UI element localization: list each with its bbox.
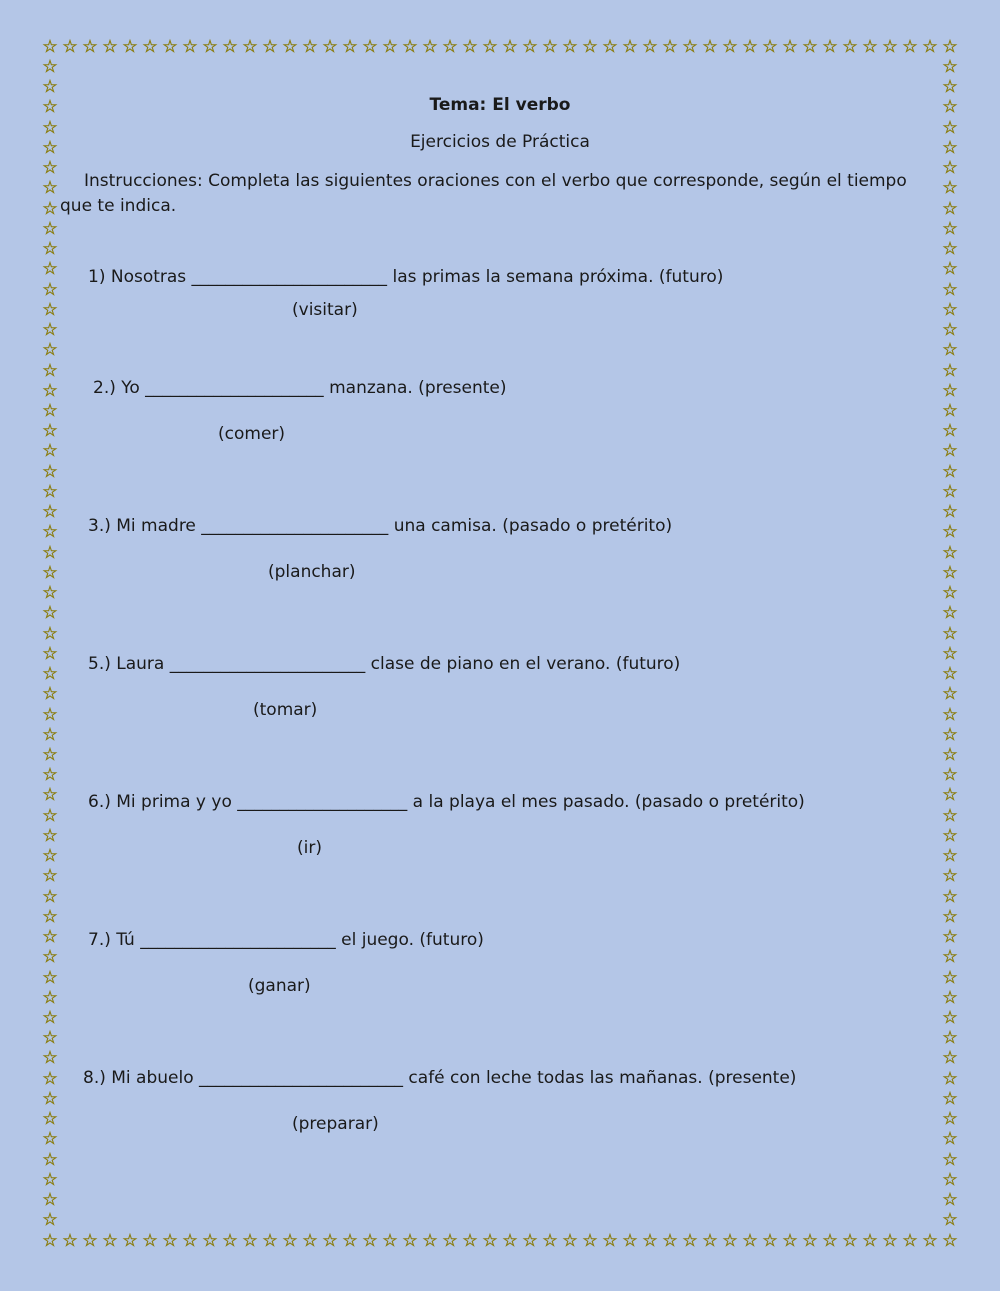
star-icon: ☆ bbox=[622, 37, 638, 57]
star-icon: ☆ bbox=[42, 906, 58, 927]
star-icon: ☆ bbox=[42, 340, 58, 361]
star-icon: ☆ bbox=[942, 137, 958, 158]
star-icon: ☆ bbox=[822, 1231, 838, 1251]
star-icon: ☆ bbox=[242, 37, 258, 57]
star-icon: ☆ bbox=[622, 1231, 638, 1251]
star-icon: ☆ bbox=[382, 37, 398, 57]
star-icon: ☆ bbox=[422, 37, 438, 57]
star-icon: ☆ bbox=[822, 37, 838, 57]
star-icon: ☆ bbox=[42, 1231, 58, 1251]
star-icon: ☆ bbox=[102, 37, 118, 57]
star-icon: ☆ bbox=[42, 947, 58, 968]
star-icon: ☆ bbox=[782, 1231, 798, 1251]
star-icon: ☆ bbox=[42, 299, 58, 320]
star-icon: ☆ bbox=[942, 562, 958, 583]
exercise-1-hint: (visitar) bbox=[292, 300, 358, 320]
star-icon: ☆ bbox=[942, 77, 958, 98]
star-icon: ☆ bbox=[42, 987, 58, 1008]
star-icon: ☆ bbox=[122, 37, 138, 57]
page-subtitle: Ejercicios de Práctica bbox=[410, 132, 590, 152]
star-icon: ☆ bbox=[462, 1231, 478, 1251]
star-icon: ☆ bbox=[62, 1231, 78, 1251]
star-icon: ☆ bbox=[942, 340, 958, 361]
star-icon: ☆ bbox=[942, 866, 958, 887]
star-icon: ☆ bbox=[722, 1231, 738, 1251]
star-icon: ☆ bbox=[402, 1231, 418, 1251]
exercise-3-hint: (planchar) bbox=[268, 562, 356, 582]
star-icon: ☆ bbox=[942, 886, 958, 907]
star-icon: ☆ bbox=[162, 1231, 178, 1251]
star-icon: ☆ bbox=[222, 1231, 238, 1251]
star-icon: ☆ bbox=[722, 37, 738, 57]
star-icon: ☆ bbox=[42, 97, 58, 118]
star-icon: ☆ bbox=[482, 37, 498, 57]
star-icon: ☆ bbox=[402, 37, 418, 57]
star-icon: ☆ bbox=[862, 37, 878, 57]
star-icon: ☆ bbox=[942, 927, 958, 948]
star-icon: ☆ bbox=[942, 724, 958, 745]
star-icon: ☆ bbox=[942, 178, 958, 199]
star-icon: ☆ bbox=[342, 37, 358, 57]
star-icon: ☆ bbox=[502, 37, 518, 57]
star-icon: ☆ bbox=[462, 37, 478, 57]
star-icon: ☆ bbox=[42, 158, 58, 179]
star-icon: ☆ bbox=[122, 1231, 138, 1251]
star-icon: ☆ bbox=[942, 947, 958, 968]
star-icon: ☆ bbox=[302, 1231, 318, 1251]
star-icon: ☆ bbox=[942, 987, 958, 1008]
star-icon: ☆ bbox=[942, 1068, 958, 1089]
star-icon: ☆ bbox=[762, 37, 778, 57]
star-icon: ☆ bbox=[442, 1231, 458, 1251]
star-icon: ☆ bbox=[582, 37, 598, 57]
star-icon: ☆ bbox=[362, 37, 378, 57]
star-icon: ☆ bbox=[42, 380, 58, 401]
star-icon: ☆ bbox=[582, 1231, 598, 1251]
star-icon: ☆ bbox=[42, 502, 58, 523]
star-icon: ☆ bbox=[942, 1008, 958, 1029]
star-icon: ☆ bbox=[382, 1231, 398, 1251]
star-icon: ☆ bbox=[942, 400, 958, 421]
star-icon: ☆ bbox=[62, 37, 78, 57]
star-icon: ☆ bbox=[642, 37, 658, 57]
star-icon: ☆ bbox=[262, 1231, 278, 1251]
star-icon: ☆ bbox=[42, 117, 58, 138]
star-icon: ☆ bbox=[42, 866, 58, 887]
star-icon: ☆ bbox=[542, 37, 558, 57]
star-icon: ☆ bbox=[882, 1231, 898, 1251]
star-icon: ☆ bbox=[42, 57, 58, 77]
star-icon: ☆ bbox=[42, 522, 58, 543]
star-icon: ☆ bbox=[942, 481, 958, 502]
star-icon: ☆ bbox=[42, 400, 58, 421]
star-icon: ☆ bbox=[42, 360, 58, 381]
star-icon: ☆ bbox=[42, 77, 58, 98]
star-icon: ☆ bbox=[42, 137, 58, 158]
star-icon: ☆ bbox=[42, 927, 58, 948]
star-icon: ☆ bbox=[102, 1231, 118, 1251]
exercise-6-sentence: 6.) Mi prima y yo ____________________ a la playa el mes pasado. (pasado o pretérito) bbox=[88, 792, 805, 812]
star-icon: ☆ bbox=[42, 1048, 58, 1069]
star-icon: ☆ bbox=[42, 198, 58, 219]
star-icon: ☆ bbox=[842, 37, 858, 57]
star-icon: ☆ bbox=[942, 684, 958, 705]
star-icon: ☆ bbox=[522, 37, 538, 57]
star-icon: ☆ bbox=[942, 1149, 958, 1170]
star-icon: ☆ bbox=[42, 37, 58, 57]
star-icon: ☆ bbox=[42, 1028, 58, 1049]
star-icon: ☆ bbox=[922, 1231, 938, 1251]
star-icon: ☆ bbox=[682, 37, 698, 57]
star-icon: ☆ bbox=[642, 1231, 658, 1251]
star-icon: ☆ bbox=[562, 1231, 578, 1251]
star-icon: ☆ bbox=[942, 1169, 958, 1190]
exercise-5-sentence: 5.) Laura _______________________ clase de piano en el verano. (futuro) bbox=[88, 654, 681, 674]
star-icon: ☆ bbox=[42, 562, 58, 583]
star-icon: ☆ bbox=[82, 1231, 98, 1251]
star-border-left bbox=[40, 57, 60, 1231]
star-icon: ☆ bbox=[182, 1231, 198, 1251]
star-icon: ☆ bbox=[42, 279, 58, 300]
star-icon: ☆ bbox=[662, 1231, 678, 1251]
star-icon: ☆ bbox=[942, 259, 958, 280]
star-icon: ☆ bbox=[942, 502, 958, 523]
star-icon: ☆ bbox=[942, 97, 958, 118]
star-icon: ☆ bbox=[942, 279, 958, 300]
star-icon: ☆ bbox=[702, 1231, 718, 1251]
star-icon: ☆ bbox=[42, 967, 58, 988]
star-icon: ☆ bbox=[302, 37, 318, 57]
star-icon: ☆ bbox=[42, 178, 58, 199]
star-icon: ☆ bbox=[42, 1068, 58, 1089]
star-icon: ☆ bbox=[942, 299, 958, 320]
star-icon: ☆ bbox=[202, 1231, 218, 1251]
star-icon: ☆ bbox=[842, 1231, 858, 1251]
star-icon: ☆ bbox=[802, 1231, 818, 1251]
star-icon: ☆ bbox=[42, 1210, 58, 1231]
star-icon: ☆ bbox=[142, 1231, 158, 1251]
star-icon: ☆ bbox=[82, 37, 98, 57]
star-icon: ☆ bbox=[942, 1190, 958, 1211]
star-icon: ☆ bbox=[742, 1231, 758, 1251]
star-icon: ☆ bbox=[482, 1231, 498, 1251]
star-icon: ☆ bbox=[942, 1109, 958, 1130]
star-border-right bbox=[940, 57, 960, 1231]
star-icon: ☆ bbox=[942, 320, 958, 341]
star-icon: ☆ bbox=[942, 57, 958, 77]
star-icon: ☆ bbox=[942, 643, 958, 664]
star-icon: ☆ bbox=[782, 37, 798, 57]
star-icon: ☆ bbox=[942, 1048, 958, 1069]
star-icon: ☆ bbox=[862, 1231, 878, 1251]
star-icon: ☆ bbox=[942, 421, 958, 442]
star-icon: ☆ bbox=[902, 1231, 918, 1251]
star-icon: ☆ bbox=[942, 765, 958, 786]
star-icon: ☆ bbox=[42, 825, 58, 846]
star-icon: ☆ bbox=[602, 37, 618, 57]
star-icon: ☆ bbox=[42, 1008, 58, 1029]
star-icon: ☆ bbox=[542, 1231, 558, 1251]
exercise-5-hint: (tomar) bbox=[253, 700, 318, 720]
exercise-7-sentence: 7.) Tú _______________________ el juego. (futuro) bbox=[88, 930, 484, 950]
star-icon: ☆ bbox=[42, 886, 58, 907]
star-icon: ☆ bbox=[742, 37, 758, 57]
exercise-7-hint: (ganar) bbox=[248, 976, 311, 996]
star-icon: ☆ bbox=[942, 1231, 958, 1251]
star-icon: ☆ bbox=[942, 1088, 958, 1109]
star-icon: ☆ bbox=[182, 37, 198, 57]
star-border-bottom bbox=[40, 1231, 960, 1251]
star-icon: ☆ bbox=[942, 117, 958, 138]
star-icon: ☆ bbox=[942, 1028, 958, 1049]
star-icon: ☆ bbox=[42, 259, 58, 280]
exercise-3-sentence: 3.) Mi madre ______________________ una camisa. (pasado o pretérito) bbox=[88, 516, 673, 536]
star-icon: ☆ bbox=[42, 603, 58, 624]
star-icon: ☆ bbox=[42, 1169, 58, 1190]
star-icon: ☆ bbox=[942, 846, 958, 867]
exercise-2-sentence: 2.) Yo _____________________ manzana. (presente) bbox=[93, 378, 507, 398]
star-icon: ☆ bbox=[42, 441, 58, 462]
star-icon: ☆ bbox=[322, 37, 338, 57]
star-icon: ☆ bbox=[42, 684, 58, 705]
star-icon: ☆ bbox=[942, 664, 958, 685]
star-icon: ☆ bbox=[42, 1190, 58, 1211]
star-icon: ☆ bbox=[42, 218, 58, 239]
star-icon: ☆ bbox=[42, 583, 58, 604]
star-icon: ☆ bbox=[42, 704, 58, 725]
star-icon: ☆ bbox=[942, 906, 958, 927]
star-border-top bbox=[40, 37, 960, 57]
star-icon: ☆ bbox=[682, 1231, 698, 1251]
star-icon: ☆ bbox=[562, 37, 578, 57]
star-icon: ☆ bbox=[222, 37, 238, 57]
star-icon: ☆ bbox=[262, 37, 278, 57]
star-icon: ☆ bbox=[942, 522, 958, 543]
star-icon: ☆ bbox=[362, 1231, 378, 1251]
exercise-6-hint: (ir) bbox=[297, 838, 322, 858]
star-icon: ☆ bbox=[942, 1210, 958, 1231]
star-icon: ☆ bbox=[922, 37, 938, 57]
star-icon: ☆ bbox=[942, 441, 958, 462]
star-icon: ☆ bbox=[42, 664, 58, 685]
star-icon: ☆ bbox=[942, 967, 958, 988]
star-icon: ☆ bbox=[942, 461, 958, 482]
star-icon: ☆ bbox=[942, 785, 958, 806]
star-icon: ☆ bbox=[942, 603, 958, 624]
star-icon: ☆ bbox=[442, 37, 458, 57]
star-icon: ☆ bbox=[42, 846, 58, 867]
star-icon: ☆ bbox=[942, 37, 958, 57]
star-icon: ☆ bbox=[142, 37, 158, 57]
exercise-2-hint: (comer) bbox=[218, 424, 286, 444]
star-icon: ☆ bbox=[242, 1231, 258, 1251]
star-icon: ☆ bbox=[942, 380, 958, 401]
star-icon: ☆ bbox=[422, 1231, 438, 1251]
exercise-1-sentence: 1) Nosotras _______________________ las primas la semana próxima. (futuro) bbox=[88, 267, 724, 287]
star-icon: ☆ bbox=[42, 623, 58, 644]
star-icon: ☆ bbox=[42, 643, 58, 664]
star-icon: ☆ bbox=[942, 158, 958, 179]
star-icon: ☆ bbox=[342, 1231, 358, 1251]
star-icon: ☆ bbox=[42, 785, 58, 806]
star-icon: ☆ bbox=[42, 805, 58, 826]
exercise-8-hint: (preparar) bbox=[292, 1114, 379, 1134]
star-icon: ☆ bbox=[942, 360, 958, 381]
star-icon: ☆ bbox=[602, 1231, 618, 1251]
star-icon: ☆ bbox=[762, 1231, 778, 1251]
star-icon: ☆ bbox=[702, 37, 718, 57]
star-icon: ☆ bbox=[42, 724, 58, 745]
star-icon: ☆ bbox=[42, 765, 58, 786]
instructions-text: Instrucciones: Completa las siguientes oraciones con el verbo que corresponde, según el tiempo que te indica. bbox=[60, 171, 907, 216]
star-icon: ☆ bbox=[42, 744, 58, 765]
star-icon: ☆ bbox=[42, 1149, 58, 1170]
star-icon: ☆ bbox=[942, 542, 958, 563]
exercise-8-sentence: 8.) Mi abuelo ________________________ café con leche todas las mañanas. (presente) bbox=[83, 1068, 797, 1088]
star-icon: ☆ bbox=[42, 481, 58, 502]
star-icon: ☆ bbox=[942, 704, 958, 725]
star-icon: ☆ bbox=[522, 1231, 538, 1251]
star-icon: ☆ bbox=[42, 1109, 58, 1130]
star-icon: ☆ bbox=[162, 37, 178, 57]
star-icon: ☆ bbox=[802, 37, 818, 57]
star-icon: ☆ bbox=[942, 218, 958, 239]
star-icon: ☆ bbox=[42, 542, 58, 563]
star-icon: ☆ bbox=[42, 1088, 58, 1109]
star-icon: ☆ bbox=[42, 1129, 58, 1150]
star-icon: ☆ bbox=[42, 320, 58, 341]
star-icon: ☆ bbox=[942, 623, 958, 644]
star-icon: ☆ bbox=[902, 37, 918, 57]
star-icon: ☆ bbox=[42, 461, 58, 482]
star-icon: ☆ bbox=[322, 1231, 338, 1251]
star-icon: ☆ bbox=[942, 198, 958, 219]
star-icon: ☆ bbox=[42, 421, 58, 442]
star-icon: ☆ bbox=[662, 37, 678, 57]
star-icon: ☆ bbox=[42, 239, 58, 260]
star-icon: ☆ bbox=[502, 1231, 518, 1251]
star-icon: ☆ bbox=[942, 1129, 958, 1150]
star-icon: ☆ bbox=[942, 583, 958, 604]
page-title: Tema: El verbo bbox=[429, 95, 571, 115]
star-icon: ☆ bbox=[942, 239, 958, 260]
star-icon: ☆ bbox=[942, 805, 958, 826]
star-icon: ☆ bbox=[202, 37, 218, 57]
star-icon: ☆ bbox=[942, 744, 958, 765]
star-icon: ☆ bbox=[282, 1231, 298, 1251]
star-icon: ☆ bbox=[882, 37, 898, 57]
star-icon: ☆ bbox=[282, 37, 298, 57]
star-icon: ☆ bbox=[942, 825, 958, 846]
